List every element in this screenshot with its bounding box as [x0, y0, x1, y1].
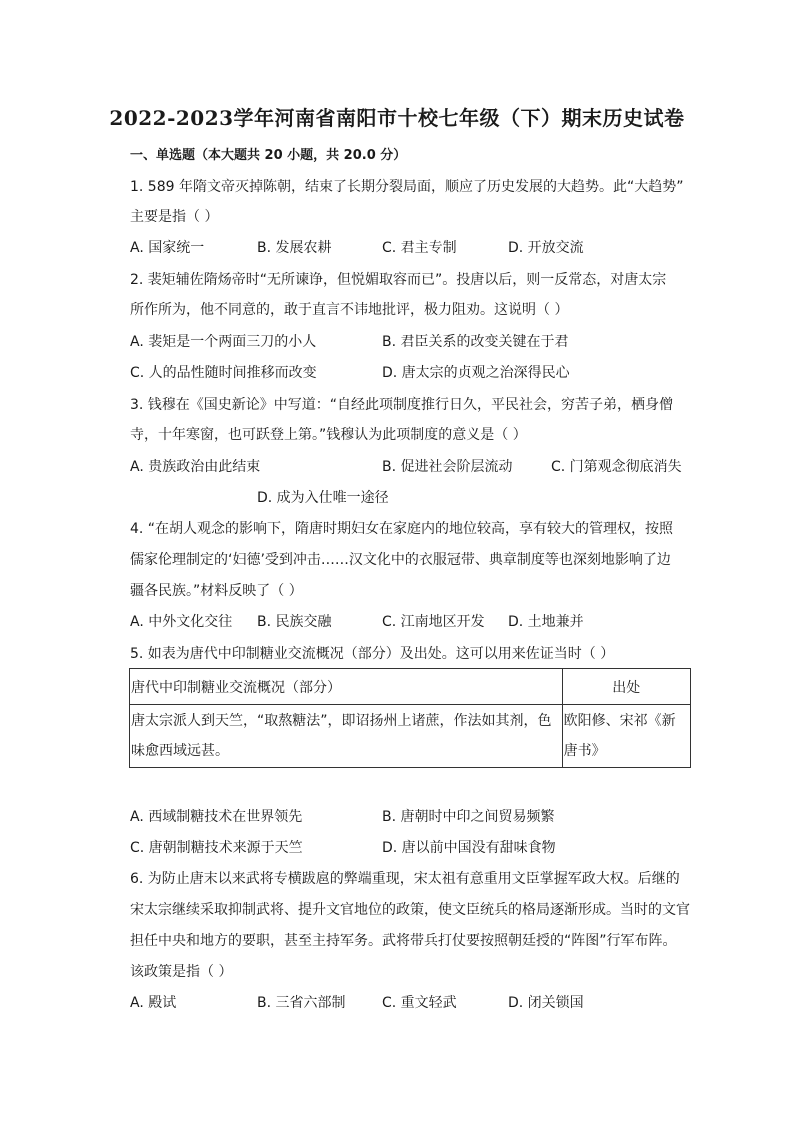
q1-option-b: B. 发展农耕 [257, 240, 332, 256]
q5-option-c: C. 唐朝制糖技术来源于天竺 [130, 840, 303, 856]
q1-option-a: A. 国家统一 [130, 240, 205, 256]
table-header-cell: 出处 [562, 669, 690, 705]
q3-option-c: C. 门第观念彻底消失 [551, 459, 682, 475]
question-2-line-1: 2. 裴矩辅佐隋炀帝时“无所谏诤，但悦媚取容而已”。投唐以后，则一反常态，对唐太宗 [130, 272, 667, 288]
q2-option-c: C. 人的品性随时间推移而改变 [130, 365, 317, 381]
question-6-line-1: 6. 为防止唐末以来武将专横跋扈的弊端重现，宋太祖有意重用文臣掌握军政大权。后继的 [130, 871, 680, 887]
q6-option-d: D. 闭关锁国 [508, 995, 584, 1011]
q4-option-d: D. 土地兼并 [508, 614, 584, 630]
source-table [129, 668, 691, 768]
q2-option-b: B. 君臣关系的改变关键在于君 [382, 334, 569, 350]
q6-option-c: C. 重文轻武 [382, 995, 457, 1011]
q5-option-d: D. 唐以前中国没有甜味食物 [382, 840, 556, 856]
q5-option-a: A. 西域制糖技术在世界领先 [130, 809, 303, 825]
q4-option-b: B. 民族交融 [257, 614, 332, 630]
table-header-cell: 唐代中印制糖业交流概况（部分） [130, 669, 563, 705]
question-6-line-3: 担任中央和地方的要职，甚至主持军务。武将带兵打仗要按照朝廷授的“阵图”行军布阵。 [130, 933, 677, 949]
question-4-line-1: 4. “在胡人观念的影响下，隋唐时期妇女在家庭内的地位较高，享有较大的管理权，按照 [130, 521, 674, 537]
q3-option-a: A. 贵族政治由此结束 [130, 459, 261, 475]
question-4-line-3: 疆各民族。”材料反映了（ ） [130, 583, 303, 599]
question-1-line-1: 1. 589 年隋文帝灭掉陈朝，结束了长期分裂局面，顺应了历史发展的大趋势。此“大趋势” [130, 179, 684, 195]
question-4-line-2: 儒家伦理制定的‘妇德’受到冲击……汉文化中的衣服冠带、典章制度等也深刻地影响了边 [130, 552, 671, 568]
question-5-line-1: 5. 如表为唐代中印制糖业交流概况（部分）及出处。这可以用来佐证当时（ ） [130, 646, 615, 662]
q1-option-c: C. 君主专制 [382, 240, 457, 256]
question-2-line-2: 所作所为，他不同意的，敢于直言不讳地批评，极力阻劝。这说明（ ） [130, 302, 569, 318]
q6-option-a: A. 殿试 [130, 995, 177, 1011]
q6-option-b: B. 三省六部制 [257, 995, 346, 1011]
q2-option-d: D. 唐太宗的贞观之治深得民心 [382, 365, 570, 381]
q4-option-a: A. 中外文化交往 [130, 614, 233, 630]
q4-option-c: C. 江南地区开发 [382, 614, 485, 630]
q2-option-a: A. 裴矩是一个两面三刀的小人 [130, 334, 317, 350]
question-6-line-4: 该政策是指（ ） [130, 964, 233, 980]
question-1-line-2: 主要是指（ ） [130, 209, 219, 225]
q3-option-b: B. 促进社会阶层流动 [382, 459, 513, 475]
q5-option-b: B. 唐朝时中印之间贸易频繁 [382, 809, 555, 825]
exam-title: 2022-2023学年河南省南阳市十校七年级（下）期末历史试卷 [109, 106, 685, 130]
question-6-line-2: 宋太宗继续采取抑制武将、提升文官地位的政策，使文臣统兵的格局逐渐形成。当时的文官 [130, 902, 690, 918]
table-cell: 唐太宗派人到天竺，“取熬糖法”，即诏扬州上诸蔗，作法如其剂，色味愈西域远甚。 [131, 713, 552, 759]
section-heading: 一、单选题（本大题共 20 小题，共 20.0 分） [130, 148, 407, 163]
table-header-row [130, 669, 691, 705]
table-cell: 欧阳修、宋祁《新唐书》 [563, 713, 676, 759]
q1-option-d: D. 开放交流 [508, 240, 584, 256]
question-3-line-2: 寺，十年寒窗，也可跃登上第。”钱穆认为此项制度的意义是（ ） [130, 427, 527, 443]
q3-option-d: D. 成为入仕唯一途径 [257, 490, 389, 506]
question-3-line-1: 3. 钱穆在《国史新论》中写道：“自经此项制度推行日久，平民社会，穷苦子弟，栖身僧 [130, 397, 674, 413]
table-row [130, 705, 691, 768]
